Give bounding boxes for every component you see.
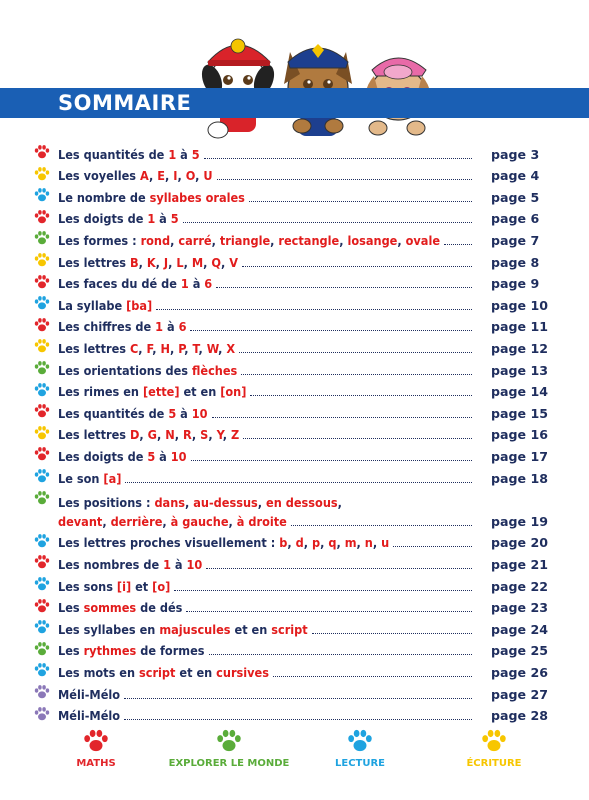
highlighted-term: au-dessus [193,494,258,510]
highlighted-term: derrière [110,513,163,529]
title-text: Les lettres proches visuellement : [58,535,280,551]
dot-leader [216,287,472,288]
paw-print-icon [34,706,50,722]
legend-item [335,728,385,769]
highlighted-term: Z [230,427,240,443]
toc-entry-title [58,363,237,378]
page-number: page 25 [491,643,548,659]
toc-row[interactable] [34,358,548,380]
dot-leader [183,222,472,223]
subject-legend [0,728,589,788]
title-text: de formes [136,643,205,659]
highlighted-term: [on] [220,384,247,400]
title-text: , [339,232,348,248]
paw-print-icon [34,187,50,203]
highlighted-term: m [344,535,357,551]
highlighted-term: b [279,535,288,551]
title-text: , [397,232,406,248]
highlighted-term: 1 [180,276,189,292]
title-text: , [184,340,193,356]
title-text: Les positions : [58,494,155,510]
highlighted-term: 6 [178,319,187,335]
dot-leader [156,309,472,310]
toc-row[interactable] [34,272,544,294]
toc-entry-title [58,643,205,658]
title-text: Les [58,643,84,659]
highlighted-term: 6 [204,276,213,292]
title-text: , [303,535,312,551]
title-text: , [356,535,365,551]
title-text: , [372,535,382,551]
title-text: , [218,340,227,356]
dot-leader [206,568,472,569]
toc-entry-title [58,708,120,723]
highlighted-term: rythmes [83,643,137,659]
page-number: page 26 [491,664,548,680]
page-number: page 4 [491,168,540,184]
legend-item [466,728,521,769]
title-text: , [138,254,147,270]
dot-leader [217,179,472,180]
title-text: à [176,146,192,162]
paw-print-icon [34,295,50,311]
highlighted-term: cursives [216,664,269,680]
toc-row[interactable] [34,574,548,596]
toc-row[interactable] [34,250,544,272]
highlighted-term: T [192,340,199,356]
highlighted-term: W [206,340,219,356]
title-text: , [270,232,279,248]
page-number: page 18 [491,470,548,486]
highlighted-term: script [139,664,176,680]
toc-entry-title [58,384,246,399]
dot-leader [212,417,472,418]
legend-label: EXPLORER LE MONDE [168,758,290,769]
title-text: Les lettres [58,427,130,443]
toc-row[interactable] [34,401,548,423]
title-text: , [221,254,230,270]
title-text: , [174,427,183,443]
toc-row[interactable] [34,596,548,618]
title-text: , [191,427,201,443]
highlighted-term: u [381,535,390,551]
highlighted-term: [o] [152,578,171,594]
dot-leader [239,352,472,353]
toc-row[interactable] [34,531,548,553]
highlighted-term: S [200,427,209,443]
title-text: , [183,254,192,270]
title-text: , [228,513,237,529]
toc-row[interactable] [34,336,548,358]
highlighted-term: 5 [170,211,179,227]
title-text: , [195,168,204,184]
title-text: Le nombre de [58,189,150,205]
highlighted-term: N [165,427,175,443]
title-text: Les lettres [58,340,130,356]
dot-leader [204,158,472,159]
highlighted-term: D [129,427,140,443]
highlighted-term: R [182,427,192,443]
toc-entry-title [58,341,235,356]
toc-row[interactable] [34,639,548,661]
title-text: Les mots en [58,664,139,680]
page-number: page 13 [491,362,548,378]
highlighted-term: 5 [147,448,156,464]
legend-item [76,728,115,769]
toc-row[interactable] [34,444,548,466]
toc-row[interactable] [34,228,544,250]
title-text: , [198,340,207,356]
highlighted-term: K [146,254,156,270]
page-number: page 24 [491,621,548,637]
title-text: Les quantités de [58,146,169,162]
toc-row[interactable] [34,185,544,207]
toc-entry-title [58,665,269,680]
highlighted-term: Q [211,254,222,270]
highlighted-term: syllabes orales [149,189,245,205]
page-number: page 27 [491,686,548,702]
title-text: , [287,535,296,551]
title-text: , [203,254,212,270]
toc-entry-title [58,495,342,510]
highlighted-term: G [147,427,157,443]
title-text: à [176,405,192,421]
highlighted-term: carré [178,232,212,248]
toc-row[interactable] [34,293,548,315]
title-text: , [162,513,171,529]
page-number: page 10 [491,297,548,313]
highlighted-term: H [160,340,170,356]
dot-leader [250,395,472,396]
toc-row[interactable] [34,552,548,574]
dot-leader [124,719,472,720]
title-text: , [177,168,186,184]
highlighted-term: [ette] [142,384,180,400]
paw-print-icon [34,554,50,570]
toc-entry-title [58,233,440,248]
title-text: Les lettres [58,254,130,270]
highlighted-term: O [185,168,196,184]
highlighted-term: majuscules [159,621,231,637]
title-text: , [336,535,345,551]
dot-leader [312,633,472,634]
paw-print-icon [34,209,50,225]
title-text: , [156,427,166,443]
page-number: page 5 [491,189,540,205]
paw-print-icon [34,684,50,700]
highlighted-term: q [328,535,337,551]
legend-label: LECTURE [334,758,385,769]
toc-entry-title [58,579,170,594]
title-text: Les chiffres de [58,319,156,335]
dot-leader [124,698,472,699]
page-number: page 17 [491,448,548,464]
title-text: Les quantités de [58,405,169,421]
dot-leader [209,654,472,655]
toc-entry-title [58,535,389,550]
title-text: Les doigts de [58,448,148,464]
toc-entry-title [58,276,212,291]
page-number: page 12 [491,340,548,356]
toc-entry-title [58,449,187,464]
title-text: , [139,427,148,443]
paw-print-icon [34,425,50,441]
title-text: Les rimes en [58,384,143,400]
paw-print-icon [34,252,50,268]
page-number: page 6 [491,211,540,227]
paw-patrol-pups-illustration [190,22,450,140]
toc-row[interactable] [34,315,548,337]
page-number: page 11 [491,319,548,335]
title-text: , [102,513,111,529]
toc-entry-title [58,622,308,637]
title-text: Les orientations des [58,362,192,378]
toc-row[interactable] [34,466,548,488]
dot-leader [186,611,472,612]
title-text: et [131,578,153,594]
highlighted-term: triangle [219,232,271,248]
title-text: Les doigts de [58,211,148,227]
title-text: Les nombres de [58,556,164,572]
title-text: Méli-Mélo [58,686,121,702]
dot-leader [174,590,472,591]
paw-print-icon [34,468,50,484]
paw-print-icon [34,598,50,614]
dot-leader [125,482,472,483]
toc-row[interactable] [34,617,548,639]
title-text: Méli-Mélo [58,708,121,724]
highlighted-term: en dessous [266,494,338,510]
paw-print-icon [34,382,50,398]
title-text: Les [58,600,84,616]
highlighted-term: 1 [147,211,156,227]
highlighted-term: rectangle [278,232,340,248]
highlighted-term: M [191,254,204,270]
toc-row[interactable] [34,380,548,402]
highlighted-term: 5 [168,405,177,421]
highlighted-term: B [129,254,139,270]
highlighted-term: 10 [186,556,203,572]
title-text: , [208,427,217,443]
page-number: page 8 [491,254,540,270]
title-text: , [337,494,342,510]
toc-entry-title [58,319,186,334]
title-text: et en [179,384,221,400]
toc-entry-title [58,211,179,226]
toc-entry-title [58,514,287,529]
highlighted-term: script [271,621,308,637]
toc-entry-title [58,298,152,313]
legend-label: ÉCRITURE [466,758,522,769]
title-text: à [155,211,171,227]
highlighted-term: 10 [170,448,187,464]
highlighted-term: sommes [83,600,137,616]
page-number: page 3 [491,146,540,162]
title-text: La syllabe [58,297,127,313]
highlighted-term: P [178,340,185,356]
highlighted-term: d [295,535,304,551]
highlighted-term: à droite [236,513,287,529]
paw-print-icon [34,662,50,678]
dot-leader [190,330,472,331]
highlighted-term: devant [58,513,103,529]
toc-row[interactable] [34,488,548,531]
toc-row[interactable] [34,142,544,164]
page-title: SOMMAIRE [58,91,192,115]
title-text: , [138,340,147,356]
page-number: page 21 [491,556,548,572]
page-number: page 23 [491,600,548,616]
paw-print-icon [34,274,50,290]
highlighted-term: flèches [192,362,238,378]
highlighted-term: C [129,340,139,356]
dot-leader [273,676,472,677]
paw-print-icon [34,403,50,419]
title-text: et en [230,621,272,637]
title-text: , [320,535,329,551]
page-number: page 9 [491,276,540,292]
title-text: , [170,232,179,248]
highlighted-term: 1 [163,556,171,572]
highlighted-term: losange [347,232,398,248]
paw-print-icon [34,490,50,506]
paw-print-icon [34,317,50,333]
highlighted-term: V [229,254,239,270]
dot-leader [393,546,472,547]
page-number: page 14 [491,384,548,400]
page-number: page 20 [491,535,548,551]
highlighted-term: 10 [191,405,208,421]
highlighted-term: n [364,535,373,551]
paw-print-icon [34,166,50,182]
highlighted-term: p [311,535,321,551]
paw-print-icon [34,360,50,376]
toc-row[interactable] [34,164,544,186]
page-number: page 15 [491,405,548,421]
title-text: Les formes : [58,232,141,248]
title-text: , [152,340,161,356]
title-text: et en [175,664,217,680]
title-text: , [170,340,179,356]
dot-leader [444,244,472,245]
highlighted-term: 1 [168,146,177,162]
toc-row[interactable] [34,423,548,445]
paw-print-icon [34,641,50,657]
highlighted-term: 5 [191,146,200,162]
highlighted-term: dans [154,494,186,510]
title-text: , [149,168,158,184]
toc-entry-title [58,168,213,183]
toc-entry-title [58,190,245,205]
highlighted-term: A [139,168,149,184]
title-text: à [188,276,205,292]
paw-print-icon [34,338,50,354]
page-number: page 22 [491,578,548,594]
toc-entry-title [58,406,208,421]
highlighted-term: F [146,340,153,356]
title-text: Les syllabes en [58,621,160,637]
highlighted-term: [ba] [126,297,153,313]
highlighted-term: X [226,340,236,356]
title-text: , [257,494,267,510]
toc-entry-title [58,147,200,162]
page-number: page 7 [491,232,540,248]
toc-row[interactable] [34,207,544,229]
dot-leader [249,201,472,202]
highlighted-term: J [163,254,169,270]
highlighted-term: E [157,168,165,184]
title-text: , [168,254,177,270]
dot-leader [191,460,472,461]
legend-item [169,728,290,769]
title-text: , [211,232,220,248]
highlighted-term: à gauche [170,513,229,529]
toc-entry-title [58,255,238,270]
title-text: , [185,494,194,510]
highlighted-term: Y [216,427,223,443]
dot-leader [241,374,472,375]
title-text: Les faces du dé de [58,276,181,292]
highlighted-term: I [173,168,178,184]
title-text: à [155,448,171,464]
dot-leader [242,266,472,267]
toc-entry-title [58,687,120,702]
highlighted-term: [a] [103,470,122,486]
paw-print-icon [34,144,50,160]
title-text: Le son [58,470,104,486]
highlighted-term: L [176,254,184,270]
toc-entry-title [58,600,182,615]
page-number: page 28 [491,708,548,724]
title-text: Les voyelles [58,168,140,184]
legend-label: MATHS [76,758,116,769]
paw-print-icon [83,728,109,754]
highlighted-term: [i] [116,578,132,594]
paw-print-icon [481,728,507,754]
paw-print-icon [34,533,50,549]
toc-row[interactable] [34,660,548,682]
toc-entry-title [58,427,239,442]
dot-leader [291,525,472,526]
highlighted-term: 1 [155,319,164,335]
highlighted-term: U [203,168,213,184]
paw-print-icon [347,728,373,754]
highlighted-term: ovale [405,232,441,248]
paw-print-icon [34,576,50,592]
toc-row[interactable] [34,704,548,726]
highlighted-term: rond [140,232,171,248]
toc-entry-title [58,471,121,486]
page-number: page 16 [491,427,548,443]
title-text: à [163,319,179,335]
paw-print-icon [34,446,50,462]
paw-print-icon [216,728,242,754]
dot-leader [243,438,472,439]
title-text: à [170,556,187,572]
title-text: Les sons [58,578,117,594]
toc-entry-title [58,557,202,572]
title-text: , [165,168,174,184]
title-text: de dés [136,600,183,616]
page-number: page 19 [491,513,548,529]
paw-print-icon [34,230,50,246]
toc-row[interactable] [34,682,548,704]
paw-print-icon [34,619,50,635]
title-text: , [155,254,164,270]
title-text: , [222,427,231,443]
